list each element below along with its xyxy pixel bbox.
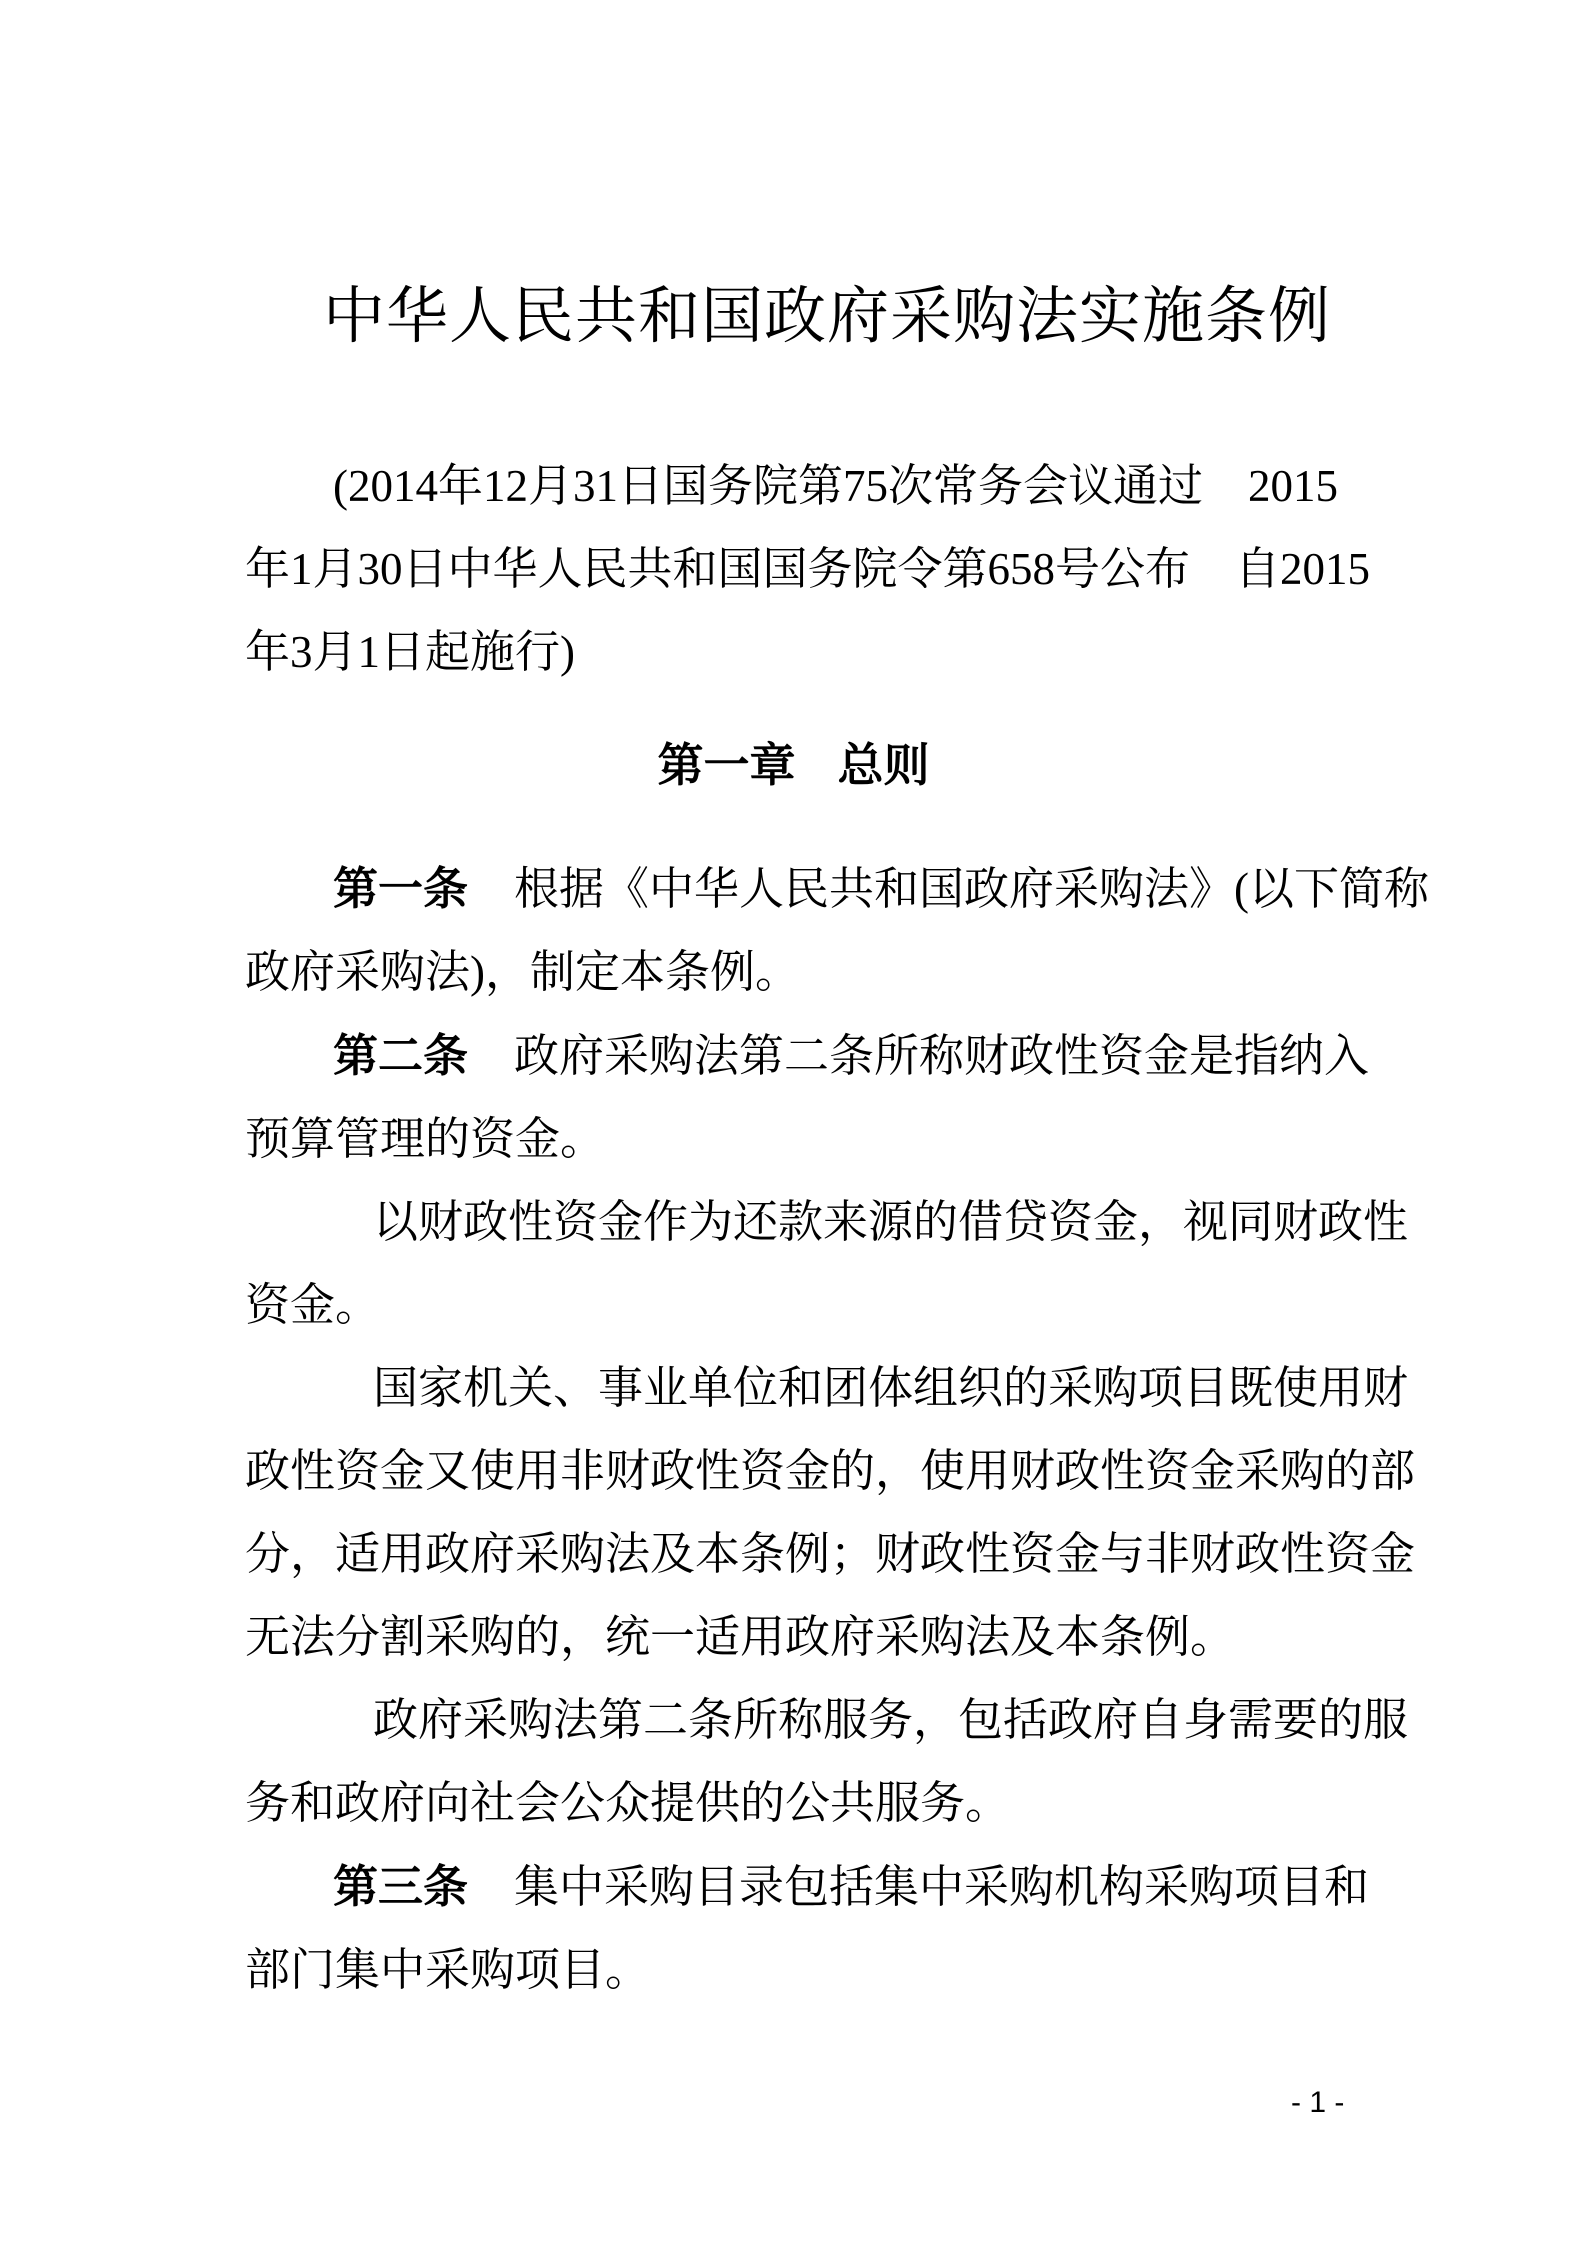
- article-number: 第二条: [333, 1030, 469, 1081]
- document-body: [245, 847, 1430, 2012]
- article-line: [245, 847, 1430, 931]
- document-title: 中华人民共和国政府采购法实施条例: [323, 283, 1332, 351]
- sub-paragraph-line: 资金。: [245, 1280, 381, 1330]
- preamble-line: 年3月1日起施行): [245, 627, 575, 677]
- sub-paragraph-line: 政府采购法第二条所称服务，包括政府自身需要的服: [373, 1695, 1409, 1745]
- article-number: 第一条: [333, 863, 469, 914]
- sub-paragraph-line: 务和政府向社会公众提供的公共服务。: [245, 1778, 1011, 1828]
- sub-paragraph-line: 无法分割采购的，统一适用政府采购法及本条例。: [245, 1612, 1236, 1662]
- article-number: 第三条: [333, 1861, 469, 1912]
- article-text: 根据《中华人民共和国政府采购法》(以下简称: [514, 864, 1430, 914]
- preamble-paragraph: [245, 445, 1430, 694]
- article-line: 预算管理的资金。: [245, 1114, 606, 1164]
- preamble-line: 年1月30日中华人民共和国国务院令第658号公布 自2015: [245, 544, 1371, 594]
- article-text: 政府采购法第二条所称财政性资金是指纳入: [514, 1031, 1370, 1081]
- chapter-heading: [0, 724, 1587, 807]
- article-line: 部门集中采购项目。: [245, 1945, 651, 1995]
- page-number: - 1 -: [1291, 2086, 1345, 2119]
- sub-paragraph-line: 政性资金又使用非财政性资金的，使用财政性资金采购的部: [245, 1446, 1416, 1496]
- chapter-label: 第一章: [657, 739, 796, 791]
- article-line: 政府采购法)，制定本条例。: [245, 947, 800, 997]
- article-text: 集中采购目录包括集中采购机构采购项目和: [514, 1862, 1370, 1912]
- article-line: [245, 1014, 1430, 1098]
- preamble-line: (2014年12月31日国务院第75次常务会议通过 2015: [333, 461, 1338, 511]
- article-line: [245, 1845, 1430, 1929]
- sub-paragraph-line: 以财政性资金作为还款来源的借贷资金，视同财政性: [373, 1197, 1409, 1247]
- chapter-title: 总则: [837, 739, 930, 791]
- sub-paragraph-line: 国家机关、事业单位和团体组织的采购项目既使用财: [373, 1363, 1409, 1413]
- sub-paragraph-line: 分，适用政府采购法及本条例；财政性资金与非财政性资金: [245, 1529, 1416, 1579]
